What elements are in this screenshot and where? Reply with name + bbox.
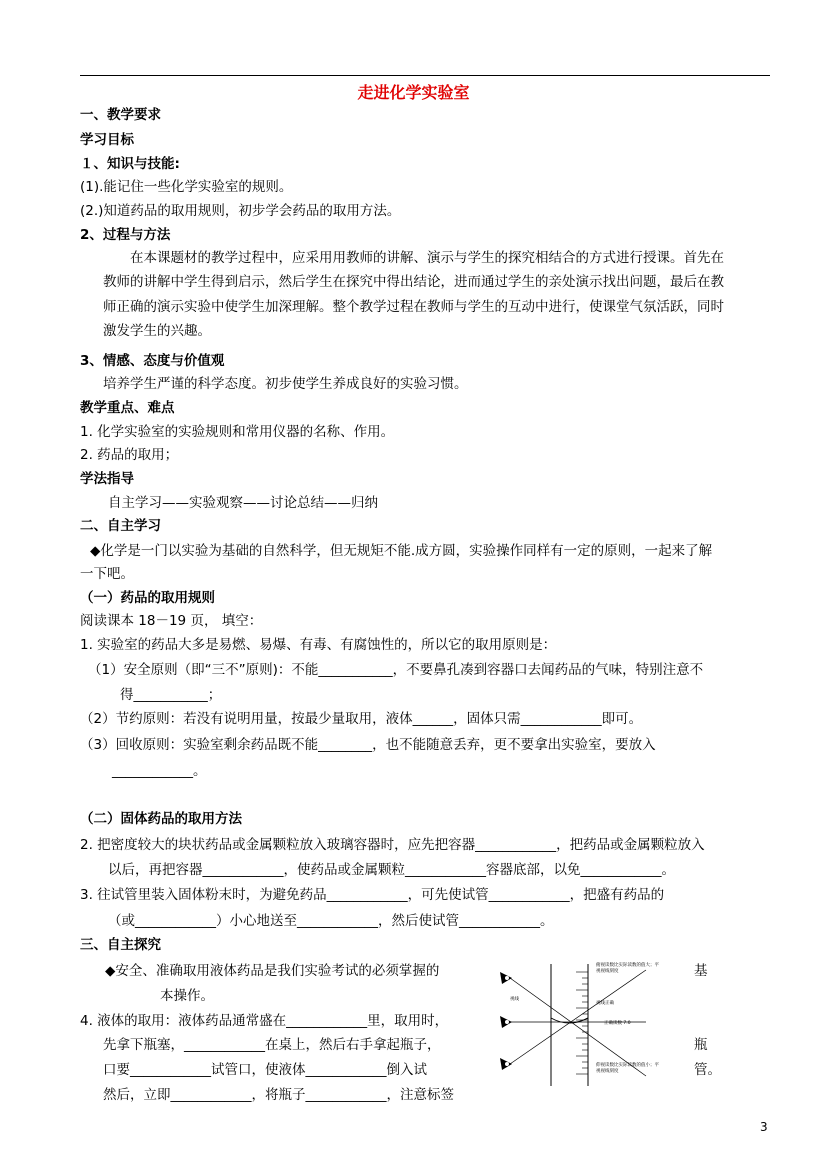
- header-rule: [80, 75, 770, 76]
- text-line: ◆安全、准确取用液体药品是我们实验考试的必须掌握的: [105, 963, 440, 979]
- text-line: 3. 往试管里装入固体粉末时，为避免药品____________，可先使试管____________，把盛有药品的: [80, 887, 665, 903]
- text-line: (1).能记住一些化学实验室的规则。: [80, 179, 293, 195]
- text-line: 教师的讲解中学生得到启示，然后学生在探究中得出结论，进而通过学生的亲处演示找出问题，最后在教: [103, 274, 724, 290]
- text-line: （或____________）小心地送至____________，然后使试管____________。: [108, 913, 554, 929]
- text-line: （3）回收原则：实验室剩余药品既不能________，也不能随意丢弃，更不要拿出实验室，要放入: [80, 737, 656, 753]
- section-heading: 一、教学要求: [80, 107, 161, 123]
- text-line: 口要____________试管口，使液体____________倒入试: [103, 1062, 427, 1078]
- section-heading: 二、自主学习: [80, 518, 161, 534]
- eye-icon: [500, 972, 512, 984]
- text-line: 自主学习——实验观察——讨论总结——归纳: [108, 495, 378, 511]
- text-line: 在本课题材的教学过程中，应采用用教师的讲解、演示与学生的探究相结合的方式进行授课。首先在: [130, 250, 724, 266]
- text-line: 然后，立即____________，将瓶子____________，注意标签: [103, 1087, 454, 1103]
- text-line: （2）节约原则：若没有说明用量，按最少量取用，液体______，固体只需____________即可。: [80, 711, 643, 727]
- figure-label: 俯视读数比实际读数的值大；平: [596, 963, 659, 968]
- text-line: 基: [694, 963, 708, 979]
- text-line: 阅读课本 18－19 页， 填空：: [80, 613, 263, 629]
- subheading: １、知识与技能:: [80, 156, 180, 172]
- text-line: ◆化学是一门以实验为基础的自然科学，但无规矩不能.成方圆，实验操作同样有一定的原则，一起来了解: [90, 543, 713, 559]
- section-heading: 三、自主探究: [80, 937, 161, 953]
- cylinder-reading-figure: [496, 958, 696, 1090]
- text-line: 培养学生严谨的科学态度。初步使学生养成良好的实验习惯。: [103, 376, 468, 392]
- eye-icon: [500, 1016, 512, 1028]
- figure-label: 视线: [510, 997, 519, 1002]
- text-line: 激发学生的兴趣。: [103, 323, 211, 339]
- figure-label: 视线正确: [596, 1001, 614, 1006]
- figure-label: 正确读数 7.0: [604, 1021, 631, 1026]
- page-title: 走进化学实验室: [357, 83, 470, 102]
- figure-label: 视视线刻度: [596, 969, 619, 974]
- text-line: 以后，再把容器____________，使药品或金属颗粒____________容器底部，以免____________。: [108, 862, 675, 878]
- text-line: 2. 把密度较大的块状药品或金属颗粒放入玻璃容器时，应先把容器____________，把药品或金属颗粒放入: [80, 837, 705, 853]
- subheading: 学法指导: [80, 471, 134, 487]
- text-line: ____________。: [112, 763, 207, 779]
- figure-label: 视视线刻度: [596, 1069, 619, 1074]
- subheading: 教学重点、难点: [80, 400, 175, 416]
- text-line: 本操作。: [160, 988, 214, 1004]
- text-line: (2.)知道药品的取用规则，初步学会药品的取用方法。: [80, 203, 401, 219]
- subheading: （二）固体药品的取用方法: [80, 811, 242, 827]
- text-line: 4. 液体的取用：液体药品通常盛在____________里，取用时，: [80, 1013, 449, 1029]
- text-line: 一下吧。: [80, 566, 134, 582]
- subheading: （一）药品的取用规则: [80, 590, 215, 606]
- text-line: 瓶: [694, 1037, 708, 1053]
- text-line: （1）安全原则（即“三不”原则)：不能___________，不要鼻孔凑到容器口去闻药品的气味，特别注意不: [88, 662, 704, 678]
- page-number: 3: [760, 1120, 768, 1134]
- text-line: 先拿下瓶塞，____________在桌上，然后右手拿起瓶子，: [103, 1037, 441, 1053]
- eye-icon: [500, 1058, 512, 1070]
- subheading: 3、情感、态度与价值观: [80, 353, 225, 369]
- subheading: 学习目标: [80, 132, 134, 148]
- text-line: 师正确的演示实验中使学生加深理解。整个教学过程在教师与学生的互动中进行，使课堂气氛活跃，同时: [103, 299, 724, 315]
- sight-line-bottom: [510, 970, 646, 1064]
- text-line: 管。: [694, 1062, 721, 1078]
- figure-label: 仰视读数比实际读数的值小；平: [596, 1063, 659, 1068]
- text-line: 得___________；: [120, 687, 222, 703]
- subheading: 2、过程与方法: [80, 227, 171, 243]
- text-line: 2. 药品的取用；: [80, 447, 179, 463]
- text-line: 1. 实验室的药品大多是易燃、易爆、有毒、有腐蚀性的，所以它的取用原则是：: [80, 637, 557, 653]
- sight-line-top: [510, 978, 646, 1076]
- text-line: 1. 化学实验室的实验规则和常用仪器的名称、作用。: [80, 424, 395, 440]
- scale-ticks: [576, 972, 588, 1074]
